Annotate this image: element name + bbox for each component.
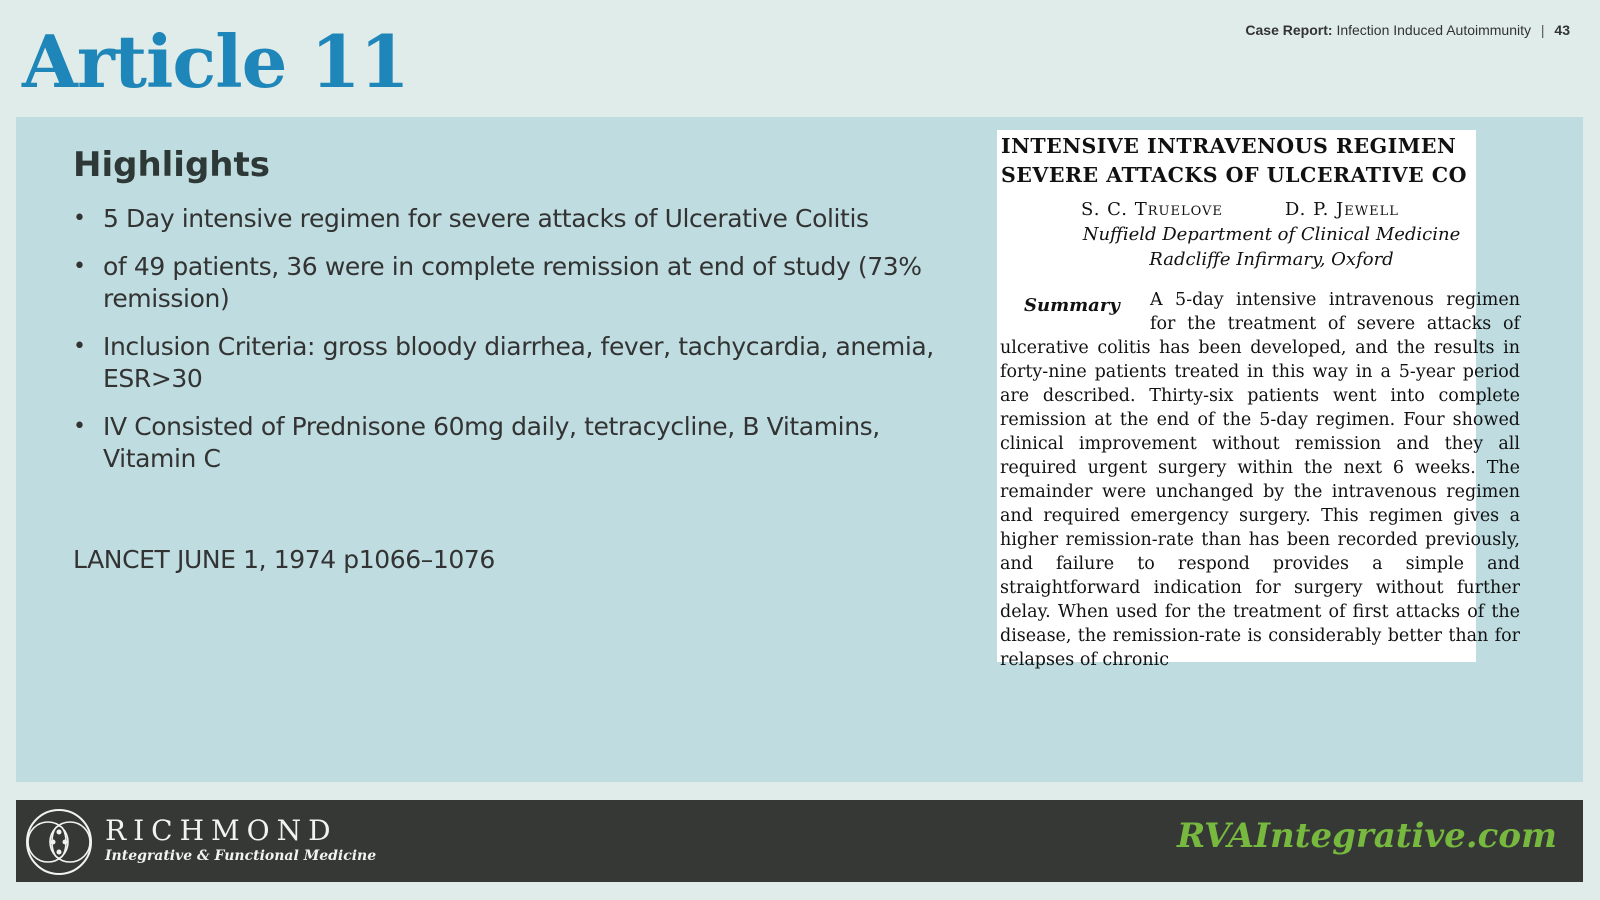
website-link[interactable]: RVAIntegrative.com xyxy=(1176,816,1557,856)
bullet-icon: • xyxy=(73,206,86,231)
highlight-item xyxy=(73,203,973,235)
paper-title-line: SEVERE ATTACKS OF ULCERATIVE CO xyxy=(1001,163,1467,187)
highlight-item xyxy=(73,331,973,395)
bullet-icon: • xyxy=(73,254,86,279)
slide-header-meta xyxy=(1245,22,1570,38)
bullet-icon: • xyxy=(73,334,86,359)
paper-author: D. P. Jewell xyxy=(1284,199,1399,220)
paper-affiliation xyxy=(997,222,1476,272)
paper-authors xyxy=(997,199,1476,220)
summary-text: A 5-day intensive intravenous regimen for the treatment of severe attacks of ulcerative colitis has been developed, and the results in forty-nine patients treated in this way in a 5-year period are described. Thirty-six patients went into complete remission at the end of the 5-day regimen. Four showed clinical improvement without remission and they all required urgent surgery within the next 6 weeks. The remainder were unchanged by the intravenous regimen and required emergency surgery. This regimen gives a higher remission-rate than has been recorded previously, and failure to respond provides a simple and straightforward indication for surgery without further delay. When used for the treatment of first attacks of the disease, the remission-rate is considerably better than for relapses of chronic xyxy=(1000,290,1520,670)
paper-summary xyxy=(997,288,1520,672)
brand-name: RICHMOND xyxy=(105,814,338,847)
affiliation-line: Nuffield Department of Clinical Medicine xyxy=(1082,224,1461,245)
case-report-topic: Infection Induced Autoimmunity xyxy=(1336,22,1531,38)
highlight-text: 5 Day intensive regimen for severe attacks of Ulcerative Colitis xyxy=(103,204,869,233)
paper-excerpt-image xyxy=(997,130,1520,670)
summary-label: Summary xyxy=(1024,295,1120,316)
highlight-text: of 49 patients, 36 were in complete remission at end of study (73% remission) xyxy=(103,252,922,313)
highlight-item xyxy=(73,411,973,475)
footer-bar xyxy=(16,800,1583,882)
meta-separator: | xyxy=(1540,22,1545,38)
bullet-icon: • xyxy=(73,414,86,439)
paper-title-line: INTENSIVE INTRAVENOUS REGIMEN xyxy=(1001,134,1457,158)
case-report-label: Case Report: xyxy=(1245,22,1333,38)
brand-tagline: Integrative & Functional Medicine xyxy=(105,848,377,864)
richmond-logo-icon xyxy=(24,807,94,877)
highlights-heading: Highlights xyxy=(73,145,270,185)
page-number: 43 xyxy=(1554,22,1570,38)
citation: LANCET JUNE 1, 1974 p1066–1076 xyxy=(73,545,495,574)
affiliation-line: Radcliffe Infirmary, Oxford xyxy=(1149,249,1394,270)
slide-title: Article 11 xyxy=(22,19,409,104)
paper-author: S. C. Truelove xyxy=(1081,199,1223,220)
paper-title xyxy=(997,130,1476,190)
highlights-list xyxy=(73,203,973,491)
highlight-item xyxy=(73,251,973,315)
highlight-text: Inclusion Criteria: gross bloody diarrhea, fever, tachycardia, anemia, ESR>30 xyxy=(103,332,934,393)
highlight-text: IV Consisted of Prednisone 60mg daily, tetracycline, B Vitamins, Vitamin C xyxy=(103,412,880,473)
content-panel xyxy=(16,117,1583,782)
